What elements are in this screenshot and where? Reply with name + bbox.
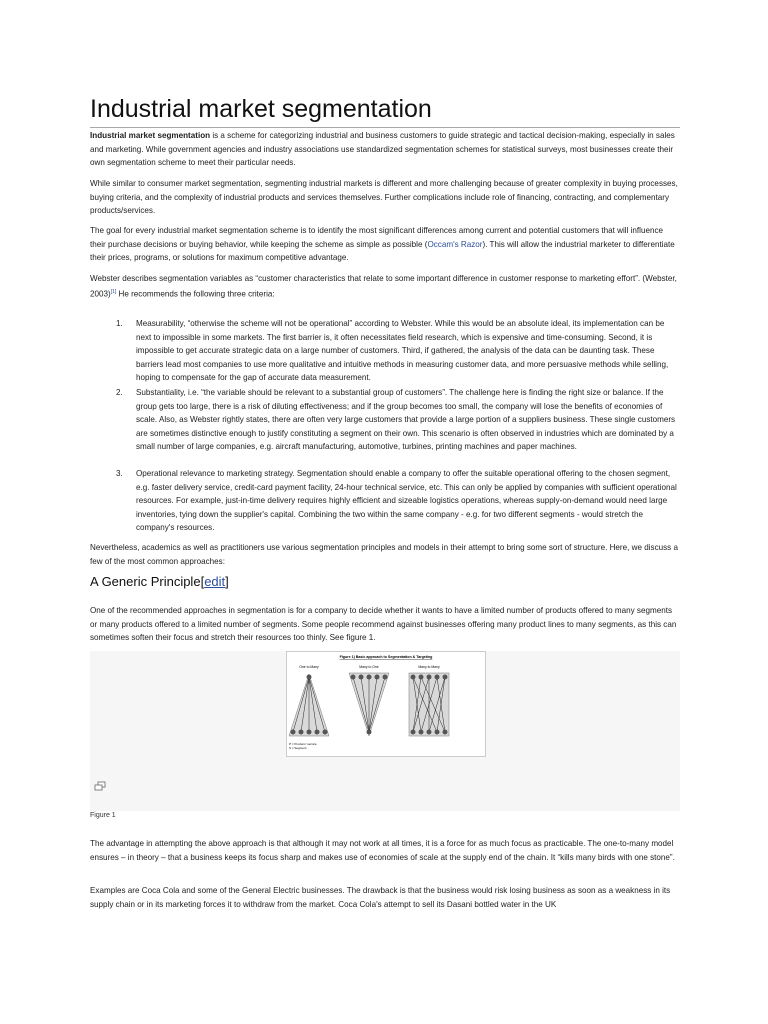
criteria-text: Measurability, “otherwise the scheme will not be operational” according to Webster. While this would be an absolute ideal, its implementation can be next to impossible in some markets. The first barrier is, it often necessitates field research, which is expensive and time-consuming. Second, it is impossible to get accurate strategic data on a large number of customers. Third, if gathered, the analysis of the data can be daunting task. These barriers lead most companies to use more qualitative and intuitive methods in measuring customer data, and more persuasive methods while selling, hoping to compensate for the gap of accurate data measurement. (136, 319, 669, 383)
segment-node (367, 730, 372, 735)
panel-label-one-to-many: One to Many (299, 665, 319, 669)
intro-paragraph (90, 129, 680, 170)
criteria-number: 2. (116, 388, 123, 397)
edit-bracket-close: ] (225, 574, 229, 589)
criteria-text: Substantiality, i.e. “the variable should be relevant to a substantial group of customers”. The challenge here is finding the right size or balance. If the group gets too large, there is a risk of diluting effectiveness; and if the group becomes too small, the company will lose the benefits of economies of scale. Also, as Webster rightly states, there are often very large customers that provide a large portion of a suppliers business. These single customers are sometimes distinctive enough to justify constituting a segment on their own. This scenario is often observed in industries which are dominated by a small number of large companies, e.g. aircraft manufacturing, automotive, turbines, printing machines and paper machines. (136, 388, 676, 452)
edit-bracket-open: [ (200, 574, 205, 589)
paragraph-advantage-text: The advantage in attempting the above approach is that although it may not work at all times, it is a force for as much focus as practicable. The one-to-many model ensures – in theory – that a business keeps its focus sharp and makes use of economies of scale at the supply end of the chain. It “kills many birds with one stone”. (90, 839, 675, 862)
criteria-item-2 (116, 386, 680, 454)
criteria-number: 1. (116, 319, 123, 328)
figure-caption: Figure 1 (90, 812, 116, 819)
edit-section-link[interactable]: edit (204, 574, 226, 589)
intro-lead: Industrial market segmentation (90, 131, 211, 140)
figure-title: Figure 1) Basic approach to Segmentation & Targeting (339, 655, 433, 659)
product-node (307, 675, 312, 680)
paragraph-recommended-approach-text: One of the recommended approaches in segmentation is for a company to decide whether it wants to have a limited number of products offered to many segments or many products offered to a limited number of segments. Some people recommend against businesses offering many product lines to many segments, as this can sometimes soften their focus and stretch their resources too thinly. See figure 1. (90, 606, 677, 643)
webster-text-after: He recommends the following three criteria: (116, 289, 275, 299)
criteria-text: Operational relevance to marketing strategy. Segmentation should enable a company to offer the suitable operational offering to the chosen segment, e.g. faster delivery service, credit-card payment facility, 24-hour technical service, etc. This can only be applied by companies with sufficient operational resources. For example, just-in-time delivery requires highly efficient and sizeable logistics operations, whereas supply-on-demand would need large inventories, tying down the supplier's capital. Combining the two within the same company - e.g. for two different segments - would stretch the company's resources. (136, 469, 677, 533)
intro-text: is a scheme for categorizing industrial and business customers to guide strategic and tactical decision-making, especially in sales and marketing. While government agencies and industry associations use standardized segmentation schemes for statistical surveys, most businesses create their own segmentation scheme to meet their particular needs. (90, 131, 675, 168)
figure-image[interactable] (286, 651, 486, 757)
paragraph-complexity-text: While similar to consumer market segmentation, segmenting industrial markets is different and more challenging because of greater complexity in buying processes, buying criteria, and the complexity of industrial products and services themselves. Further complications include role of financing, contracting, and complementary products/services. (90, 179, 678, 216)
paragraph-webster (90, 272, 680, 301)
panel-label-many-to-many: Many to Many (418, 665, 440, 669)
legend-segment: S = Segment (289, 746, 307, 750)
paragraph-approaches-text: Nevertheless, academics as well as practitioners use various segmentation principles and models in their attempt to bring some sort of structure. Here, we discuss a few of the most common approaches: (90, 543, 678, 566)
paragraph-examples (90, 884, 680, 911)
paragraph-recommended-approach (90, 604, 680, 645)
page-title: Industrial market segmentation (90, 95, 680, 128)
segmentation-diagram (287, 652, 485, 756)
paragraph-goal (90, 224, 680, 265)
occams-razor-link[interactable]: Occam's Razor (427, 239, 483, 249)
reference-link-1[interactable]: [1] (110, 288, 117, 295)
paragraph-advantage (90, 837, 680, 864)
paragraph-approaches (90, 541, 680, 568)
panel-label-many-to-one: Many to One (359, 665, 379, 669)
criteria-item-3 (116, 467, 680, 535)
figure-container (90, 651, 680, 811)
enlarge-icon[interactable] (94, 778, 106, 788)
webster-text-before: Webster describes segmentation variables as “customer characteristics that relate to some important difference in customer response to marketing effort”. (Webster, 2003) (90, 274, 677, 299)
paragraph-complexity (90, 177, 680, 218)
criteria-item-1 (116, 317, 680, 385)
legend-product: P = Product / service (289, 742, 317, 746)
criteria-number: 3. (116, 469, 123, 478)
goal-text-after: ). This will allow the industrial marketer to differentiate their prices, programs, or solutions for maximum competitive advantage. (90, 239, 675, 263)
goal-text-before: The goal for every industrial market segmentation scheme is to identify the most significant differences among current and potential customers that will influence their purchase decisions or buying behavior, while keeping the scheme as simple as possible ( (90, 226, 663, 249)
section-heading-generic-principle (90, 574, 680, 589)
paragraph-examples-text: Examples are Coca Cola and some of the General Electric businesses. The drawback is that the business would risk losing business as soon as a weakness in its supply chain or in its marketing forces it to withdraw from the market. Coca Cola's attempt to sell its Dasani bottled water in the UK (90, 886, 671, 909)
section-heading-text: A Generic Principle (90, 574, 201, 589)
